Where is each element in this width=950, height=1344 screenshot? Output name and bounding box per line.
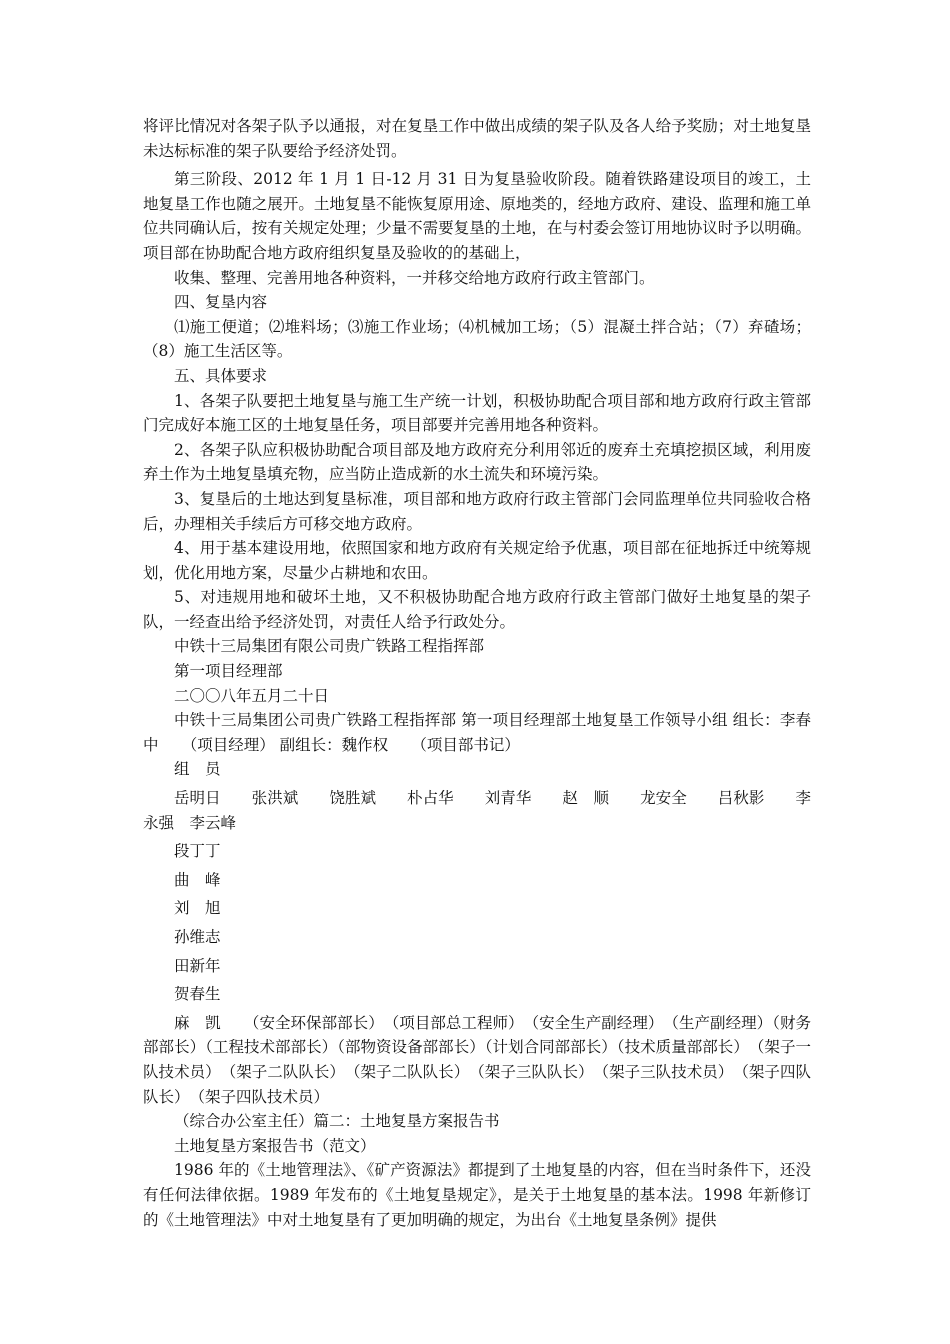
paragraph-leadership-group: 中铁十三局集团公司贵广铁路工程指挥部 第一项目经理部土地复垦工作领导小组 组长：李春中 （项目经理） 副组长：魏作权 （项目部书记）	[143, 711, 811, 754]
paragraph-requirement-2: 2、各架子队应积极协助配合项目部及地方政府充分利用邻近的废弃土充填挖损区域，利用废弃土作为土地复垦填充物，应当防止造成新的水土流失和环境污染。	[143, 440, 811, 484]
heading-members: 组 员	[174, 760, 221, 779]
paragraph-collect-materials: 收集、整理、完善用地各种资料，一并移交给地方政府行政主管部门。	[174, 268, 655, 287]
paragraph-requirement-4: 4、用于基本建设用地，依照国家和地方政府有关规定给予优惠，项目部在征地拆迁中统筹规划，优化用地方案，尽量少占耕地和农田。	[143, 539, 811, 582]
document-page	[143, 114, 811, 1232]
paragraph-evaluation-notice: 将评比情况对各架子队予以通报，对在复垦工作中做出成绩的架子队及各人给予奖励；对土地复垦未达标标准的架子队要给予经济处罚。	[143, 117, 811, 160]
heading-reclamation-content: 四、复垦内容	[174, 293, 268, 312]
heading-specific-requirements: 五、具体要求	[174, 366, 268, 385]
paragraph-requirement-5: 5、对违规用地和破坏土地，又不积极协助配合地方政府行政主管部门做好土地复垦的架子队，一经查出给予经济处罚，对责任人给予行政处分。	[143, 588, 811, 631]
member-name-6: 贺春生	[174, 985, 221, 1004]
member-name-1: 段丁丁	[174, 842, 221, 861]
paragraph-report-title: 土地复垦方案报告书（范文）	[174, 1136, 376, 1155]
paragraph-requirement-1: 1、各架子队要把土地复垦与施工生产统一计划，积极协助配合项目部和地方政府行政主管部门完成好本施工区的土地复垦任务，项目部要并完善用地各种资料。	[143, 391, 811, 435]
paragraph-section-two-title: （综合办公室主任）篇二：土地复垦方案报告书	[174, 1112, 500, 1131]
member-name-2: 曲 峰	[174, 870, 221, 889]
paragraph-member-names: 岳明日 张洪斌 饶胜斌 朴占华 刘青华 赵 顺 龙安全 吕秋影 李永强 李云峰	[143, 789, 811, 832]
paragraph-requirement-3: 3、复垦后的土地达到复垦标准，项目部和地方政府行政主管部门会同监理单位共同验收合格后，办理相关手续后方可移交地方政府。	[143, 489, 811, 533]
member-name-5: 田新年	[174, 956, 221, 975]
signature-organization: 中铁十三局集团有限公司贵广铁路工程指挥部	[174, 637, 485, 656]
paragraph-phase-three: 第三阶段、2012 年 1 月 1 日-12 月 31 日为复垦验收阶段。随着铁路建设项目的竣工，土地复垦工作也随之展开。土地复垦不能恢复原用途、原地类的，经地方政府、建设、监理和施工单位共同确认后，按有关规定处理；少量不需要复垦的土地，在与村委会签订用地协议时予以明确。项目部在协助配合地方政府组织复垦及验收的的基础上，	[143, 170, 811, 262]
member-name-4: 孙维志	[174, 928, 221, 946]
paragraph-report-history: 1986 年的《土地管理法》、《矿产资源法》都提到了土地复垦的内容，但在当时条件下，还没有任何法律依据。1989 年发布的《土地复垦规定》，是关于土地复垦的基本法。1998 年新修订的《土地管理法》中对土地复垦有了更加明确的规定，为出台《土地复垦条例》提供	[143, 1161, 811, 1229]
paragraph-site-list: ⑴施工便道；⑵堆料场；⑶施工作业场；⑷机械加工场；（5）混凝土拌合站；（7）弃碴场；（8）施工生活区等。	[143, 317, 811, 361]
paragraph-member-roles: 麻 凯 （安全环保部部长） （项目部总工程师） （安全生产副经理） （生产副经理）（财务部部长）（工程技术部部长）（部物资设备部部长）（计划合同部部长）（技术质量部部长） （架子一队技术员） （架子二队队长） （架子二队队长） （架子三队队长） （架子三队技术员） （架子四队队长） （架子四队技术员）	[143, 1013, 811, 1106]
signature-date: 二〇〇八年五月二十日	[174, 686, 330, 705]
signature-department: 第一项目经理部	[174, 662, 283, 681]
member-name-3: 刘 旭	[174, 899, 221, 918]
